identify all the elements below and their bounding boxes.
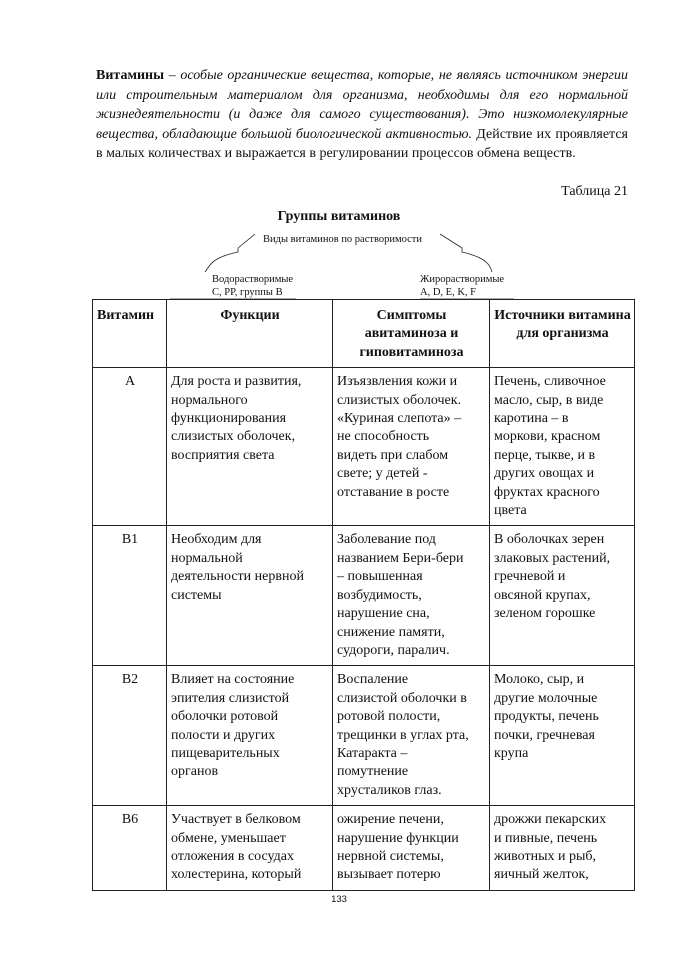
cell-sources: Печень, сливочное масло, сыр, в виде каротина – в моркови, красном перце, тыкве, и в других овощах и фруктах красного цвета: [490, 368, 635, 526]
diagram-left-items: C, PP, группы B: [212, 287, 283, 298]
cell-vitamin: B1: [93, 526, 167, 666]
table-row: [93, 526, 635, 666]
diagram-root-label: Виды витаминов по растворимости: [263, 234, 422, 245]
cell-symptoms: Изъязвления кожи и слизистых оболочек. «Куриная слепота» – не способность видеть при слабом свете; у детей - отставание в росте: [333, 368, 490, 526]
cell-functions: Влияет на состояние эпителия слизистой оболочки ротовой полости и других пищеварительных органов: [167, 666, 333, 806]
diagram-right-branch: [462, 248, 492, 272]
cell-sources: В оболочках зерен злаковых растений, гречневой и овсяной крупах, зеленом горошке: [490, 526, 635, 666]
intro-rest: Действие их проявляется в малых количествах и выражается в регулировании процессов обмена веществ.: [96, 126, 629, 161]
intro-dash: –: [164, 68, 181, 83]
table-header-row: [93, 300, 635, 368]
cell-sources: дрожжи пекарских и пивные, печень животных и рыб, яичный желток,: [490, 806, 635, 891]
table-row: [93, 368, 635, 526]
intro-paragraph: [96, 66, 628, 164]
diagram-left-branch: [205, 248, 238, 272]
table-row: [93, 666, 635, 806]
header-vitamin: Витамин: [93, 300, 167, 368]
cell-symptoms: Воспаление слизистой оболочки в ротовой полости, трещинки в углах рта, Катаракта – помутнение хрусталиков глаз.: [333, 666, 490, 806]
table-title: Группы витаминов: [277, 209, 401, 224]
cell-vitamin: B2: [93, 666, 167, 806]
cell-sources: Молоко, сыр, и другие молочные продукты, печень почки, гречневая крупа: [490, 666, 635, 806]
intro-definition: особые органические вещества, которые, не являясь источником энергии или строительным материалом для организма, необходимы для его нормальной жизнедеятельности (и даже для самого существования). Это низкомолекулярные вещества, обладающие большой биологической активностью.: [96, 68, 628, 142]
cell-symptoms: Заболевание под названием Бери-бери – повышенная возбудимость, нарушение сна, снижение памяти, судороги, паралич.: [333, 526, 490, 666]
cell-symptoms: ожирение печени, нарушение функции нервной системы, вызывает потерю: [333, 806, 490, 891]
header-symptoms: Симптомы авитаминоза и гиповитаминоза: [333, 300, 490, 368]
cell-functions: Необходим для нормальной деятельности нервной системы: [167, 526, 333, 666]
vitamins-table: [92, 299, 635, 891]
cell-vitamin: B6: [93, 806, 167, 891]
diagram-right-name: Жирорастворимые: [420, 274, 505, 285]
diagram-right-items: A, D, E, K, F: [420, 287, 477, 298]
cell-vitamin: A: [93, 368, 167, 526]
diagram-left-name: Водорастворимые: [212, 274, 294, 285]
page-number: 133: [331, 894, 347, 905]
cell-functions: Участвует в белковом обмене, уменьшает отложения в сосудах холестерина, который: [167, 806, 333, 891]
cell-functions: Для роста и развития, нормального функционирования слизистых оболочек, восприятия света: [167, 368, 333, 526]
header-functions: Функции: [167, 300, 333, 368]
intro-term: Витамины: [96, 68, 165, 83]
table-label: Таблица 21: [561, 184, 628, 199]
header-sources: Источники витамина для организма: [490, 300, 635, 368]
table-row: [93, 806, 635, 891]
